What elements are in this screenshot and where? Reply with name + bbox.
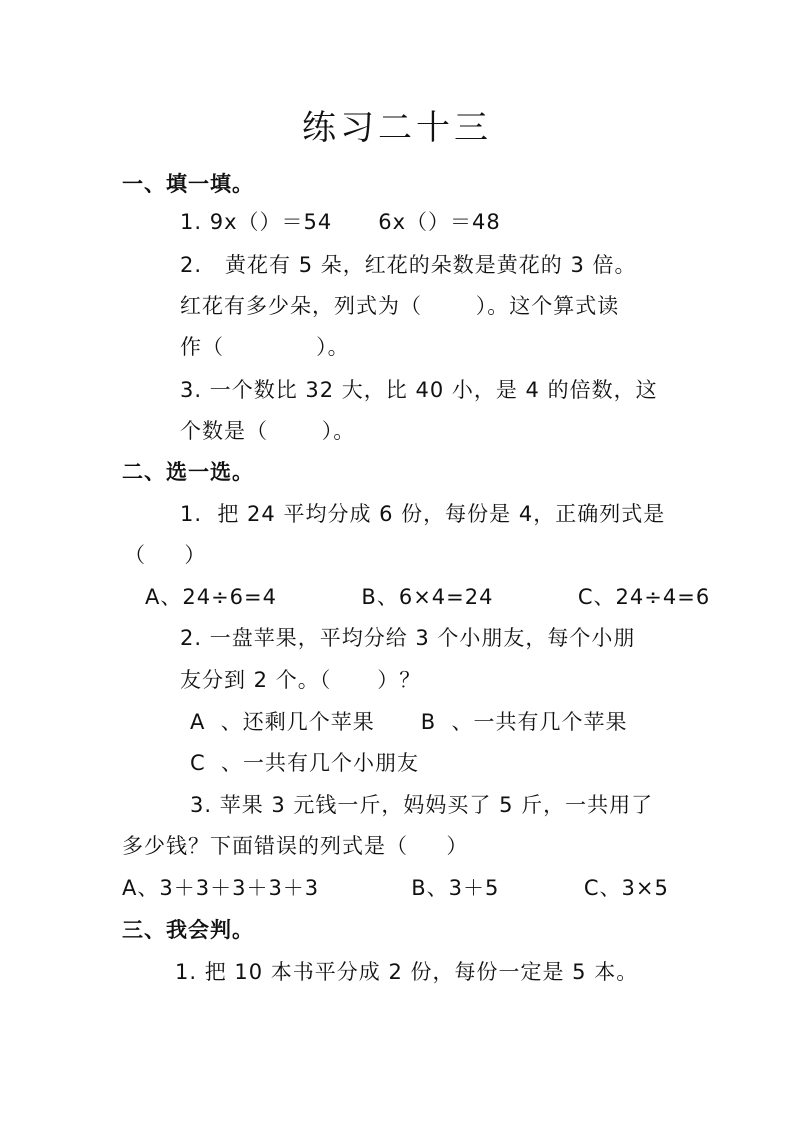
judge-q1: 1. 把 10 本书平分成 2 份，每份一定是 5 本。: [175, 960, 639, 984]
fill-q2-line1: 2. 黄花有 5 朵，红花的朵数是黄花的 3 倍。: [180, 253, 637, 277]
section-heading-choose: 二、选一选。: [122, 460, 254, 484]
choose-q2-line1: 2. 一盘苹果，平均分给 3 个小朋友，每个小朋: [180, 626, 636, 650]
section-heading-judge: 三、我会判。: [122, 918, 254, 942]
choose-q1-line1: 1. 把 24 平均分成 6 份，每份是 4，正确列式是: [180, 502, 666, 526]
choose-q1-options: A、24÷6=4 B、6×4=24 C、24÷4=6: [145, 585, 711, 609]
choose-q1-line2: （ ）: [124, 543, 207, 567]
fill-q1: 1. 9x（）＝54 6x（）＝48: [180, 210, 501, 234]
fill-q3-line2: 个数是（ ）。: [180, 419, 356, 443]
fill-q3-line1: 3. 一个数比 32 大，比 40 小，是 4 的倍数，这: [180, 378, 658, 402]
choose-q2-options-ab: A 、还剩几个苹果 B 、一共有几个苹果: [190, 710, 628, 734]
choose-q3-line2: 多少钱？下面错误的列式是（ ）: [122, 834, 469, 858]
choose-q2-line2: 友分到 2 个。（ ）？: [180, 668, 422, 692]
choose-q2-option-c: C 、一共有几个小朋友: [190, 751, 420, 775]
choose-q3-line1: 3. 苹果 3 元钱一斤，妈妈买了 5 斤，一共用了: [190, 793, 654, 817]
fill-q2-line2: 红花有多少朵，列式为（ ）。这个算式读: [180, 294, 620, 318]
fill-q2-line3: 作（ ）。: [180, 335, 350, 359]
page-title: 练习二十三: [302, 108, 492, 148]
section-heading-fill: 一、填一填。: [122, 172, 254, 196]
choose-q3-options: A、3＋3＋3＋3＋3 B、3＋5 C、3×5: [122, 876, 669, 900]
